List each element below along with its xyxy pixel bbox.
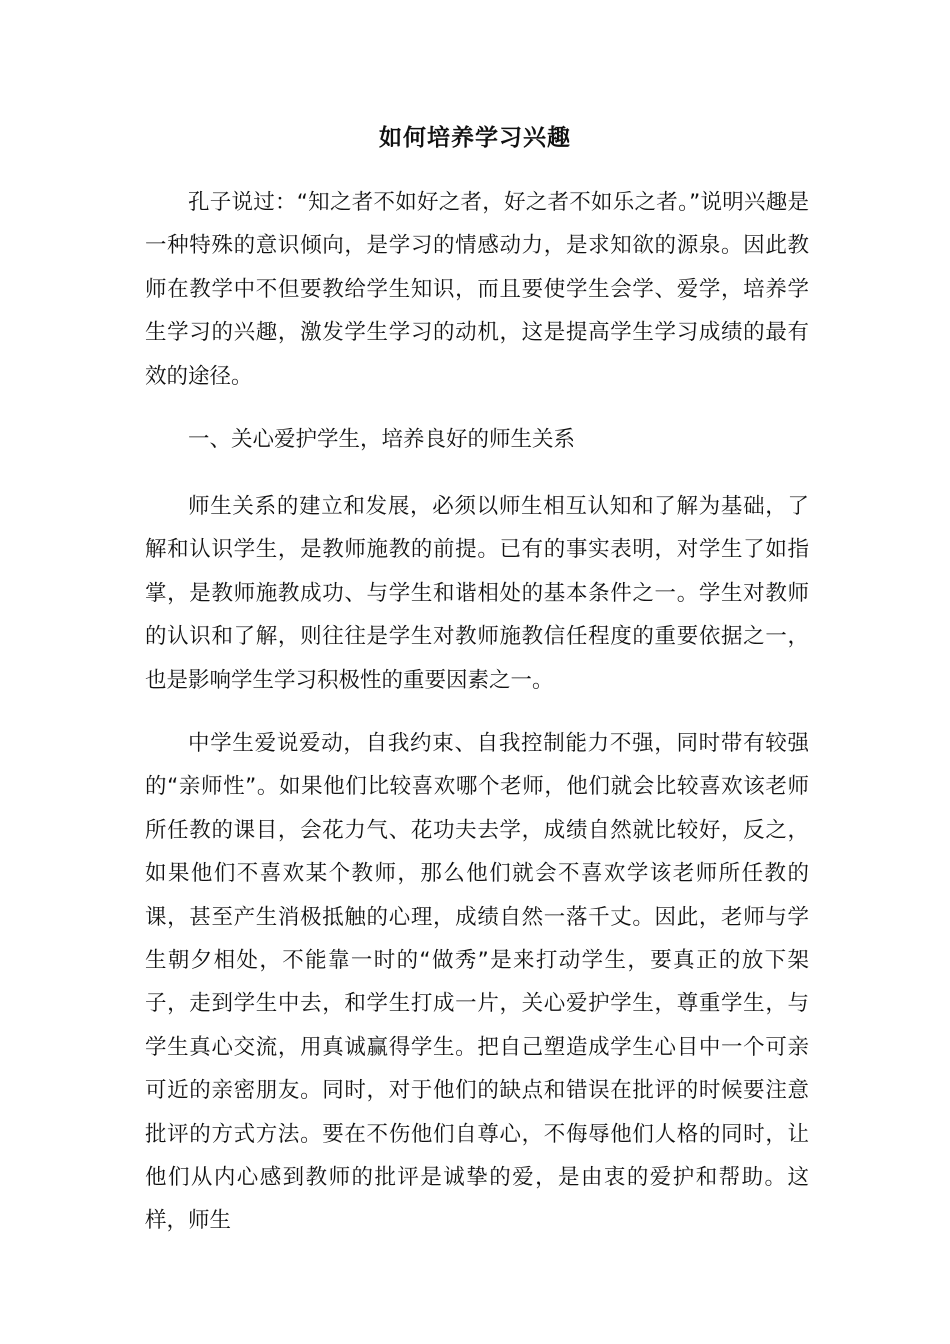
- paragraph-middle-school-students: 中学生爱说爱动，自我约束、自我控制能力不强，同时带有较强的“亲师性”。如果他们比较喜欢哪个老师，他们就会比较喜欢该老师所任教的课目，会花力气、花功夫去学，成绩自然就比较好，反之，如果他们不喜欢某个教师，那么他们就会不喜欢学该老师所任教的课，甚至产生消极抵触的心理，成绩自然一落千丈。因此，老师与学生朝夕相处，不能靠一时的“做秀”是来打动学生，要真正的放下架子，走到学生中去，和学生打成一片，关心爱护学生，尊重学生，与学生真心交流，用真诚赢得学生。把自己塑造成学生心目中一个可亲可近的亲密朋友。同时，对于他们的缺点和错误在批评的时候要注意批评的方式方法。要在不伤他们自尊心，不侮辱他们人格的同时，让他们从内心感到教师的批评是诚挚的爱，是由衷的爱护和帮助。这样，师生: [145, 731, 809, 1234]
- paragraph-intro: 孔子说过：“知之者不如好之者，好之者不如乐之者。”说明兴趣是一种特殊的意识倾向，是学习的情感动力，是求知欲的源泉。因此教师在教学中不但要教给学生知识，而且要使学生会学、爱学，培养学生学习的兴趣，激发学生学习的动机，这是提高学生学习成绩的最有效的途径。: [145, 190, 809, 389]
- section-heading-1: 一、关心爱护学生，培养良好的师生关系: [188, 427, 576, 452]
- paragraph-teacher-student-relationship: 师生关系的建立和发展，必须以师生相互认知和了解为基础，了解和认识学生，是教师施教的前提。已有的事实表明，对学生了如指掌，是教师施教成功、与学生和谐相处的基本条件之一。学生对教师的认识和了解，则往往是学生对教师施教信任程度的重要依据之一，也是影响学生学习积极性的重要因素之一。: [145, 494, 809, 693]
- document-title: 如何培养学习兴趣: [379, 124, 571, 151]
